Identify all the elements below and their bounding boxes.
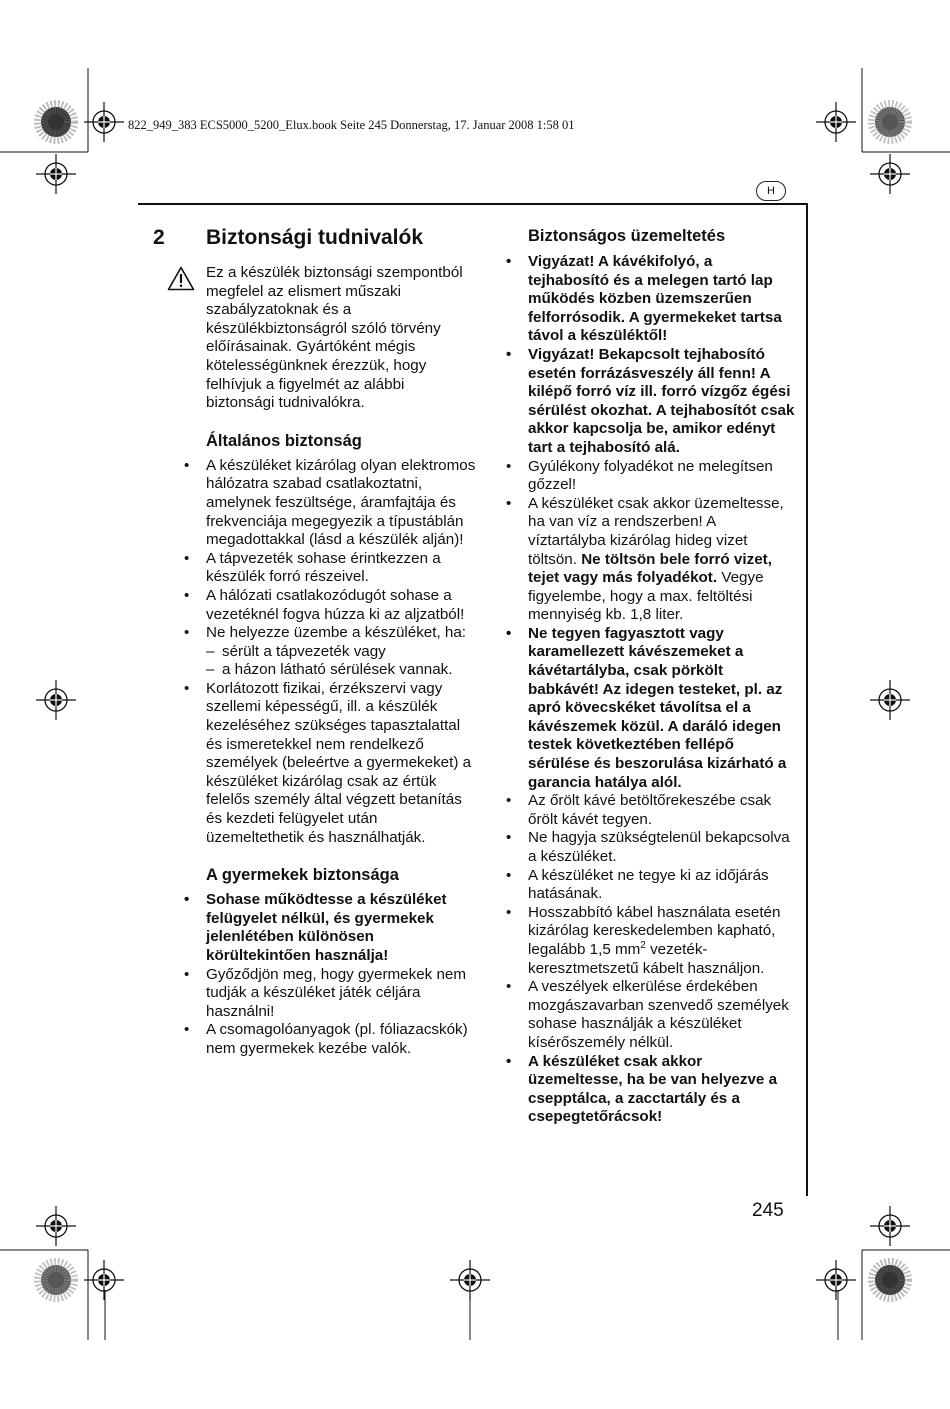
list-item: • A veszélyek elkerülése érdekében mozgászavarban szenvedő személyek sohase használják a készüléket kísérőszemély nélkül. [528, 978, 796, 1052]
left-column [206, 264, 476, 1059]
page-number: 245 [752, 1200, 784, 1221]
list-item: • Az őrölt kávé betöltőrekeszébe csak őrölt kávét tegyen. [528, 792, 796, 829]
children-safety-heading: A gyermekek biztonsága [206, 866, 399, 885]
section-number: 2 [153, 226, 165, 249]
list-item: • A tápvezeték sohase érintkezzen a készülék forró részeivel. [206, 550, 476, 587]
text-segment-bold: Ne töltsön bele forró vizet, tejet vagy más folyadékot. [528, 550, 772, 587]
list-item: • Győződjön meg, hogy gyermekek nem tudják a készüléket játék céljára használni! [206, 966, 476, 1022]
list-item: • A hálózati csatlakozódugót sohase a vezetéknél fogva húzza ki az aljzatból! [206, 587, 476, 624]
text-segment: Hosszabbító kábel használata esetén kizárólag kereskedelemben kapható, legalább 1,5 mm [528, 903, 781, 958]
corner-target-tl [41, 107, 71, 137]
list-item: • A csomagolóanyagok (pl. fóliazacskók) nem gyermekek kezébe valók. [206, 1021, 476, 1058]
list-item: • Sohase működtesse a készüléket felügyelet nélkül, és gyermekek jelenlétében különösen körültekintően használja! [206, 891, 476, 965]
list-item [528, 904, 796, 978]
list-item: • Ne hagyja szükségtelenül bekapcsolva a készüléket. [528, 829, 796, 866]
list-item: • Gyúlékony folyadékot ne melegítsen gőzzel! [528, 458, 796, 495]
warning-triangle-icon [167, 266, 195, 291]
general-safety-heading: Általános biztonság [206, 431, 362, 450]
section-title: Biztonsági tudnivalók [206, 226, 424, 249]
text-segment: vezeték-keresztmetszetű kábelt használjon. [528, 940, 765, 977]
intro-paragraph: Ez a készülék biztonsági szempontból megfelel az elismert műszaki szabályzatoknak és a készülékbiztonságról szóló törvény előírásainak. Gyártóként mégis kötelességünknek érezzük, hogy felhívjuk a figyelmét az alábbi biztonsági tudnivalókra. [206, 264, 463, 412]
text-segment: A készüléket csak akkor üzemeltesse, ha van víz a rendszerben! A víztartályba kizárólag hideg vizet töltsön. [528, 494, 784, 568]
safe-operation-heading: Biztonságos üzemeltetés [528, 227, 726, 245]
right-rule [806, 203, 808, 1196]
superscript: 2 [640, 939, 646, 951]
right-column [528, 226, 796, 1127]
language-badge: H [756, 181, 786, 201]
sub-list-item: – a házon látható sérülések vannak. [206, 661, 476, 680]
list-item: • Vigyázat! A kávékifolyó, a tejhabosító és a melegen tartó lap működés közben üzemszerűen felforrósodik. A gyermekeket tartsa távol a készüléktől! [528, 253, 796, 346]
list-item: • Vigyázat! Bekapcsolt tejhabosító esetén forrázásveszély áll fenn! A kilépő forró víz ill. forró vízgőz égési sérülést okozhat. A tejhabosítót csak akkor kapcsolja be, amikor edényt tart a tejhabosító alá. [528, 346, 796, 458]
list-item: • A készüléket csak akkor üzemeltesse, ha be van helyezve a csepptálca, a zacctartály és a csepegtetőrácsok! [528, 1053, 796, 1127]
list-item [528, 495, 796, 625]
list-item: • A készüléket ne tegye ki az időjárás hatásának. [528, 867, 796, 904]
text-segment: Vegye figyelembe, hogy a max. feltöltési mennyiség kb. 1,8 liter. [528, 569, 764, 624]
list-item: • Korlátozott fizikai, érzékszervi vagy szellemi képességű, ill. a készülék kezeléséhez szükséges tapasztalattal és ismeretekkel nem rendelkező személyek (beleértve a gyermekeket) a készüléket kizárólag csak az értük felelős személy által végzett betanítás és kezdeti felügyelet után üzemeltethetik és használhatják. [206, 680, 476, 847]
sub-list-item: – sérült a tápvezeték vagy [206, 643, 476, 662]
list-item: • Ne tegyen fagyasztott vagy karamellezett kávészemeket a kávétartályba, csak pörkölt babkávét! Az idegen testeket, pl. az apró kövecskéket távolítsa el a kávészemek közül. A daráló idegen testek következtében fellépő sérülése és beszorulása kizárható a garancia hatálya alól. [528, 625, 796, 792]
print-header: 822_949_383 ECS5000_5200_Elux.book Seite 245 Donnerstag, 17. Januar 2008 1:58 01 [128, 118, 575, 132]
top-rule [138, 203, 808, 205]
list-item: • A készüléket kizárólag olyan elektromos hálózatra szabad csatlakoztatni, amelynek feszültsége, áramfajtája és frekvenciája megegyezik a típustáblán megadottakkal (lásd a készülék alján)! [206, 457, 476, 550]
list-item: • Ne helyezze üzembe a készüléket, ha: [206, 624, 476, 643]
